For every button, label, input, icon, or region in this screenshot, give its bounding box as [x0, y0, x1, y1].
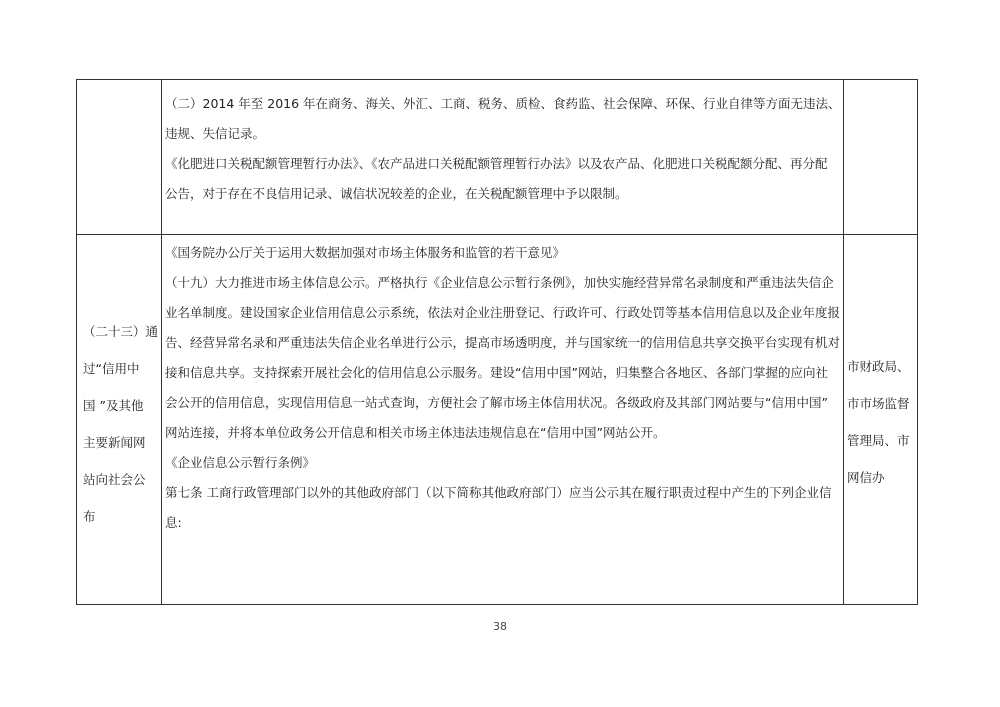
text-line: 网站连接，并将本单位政务公开信息和相关市场主体违法违规信息在“信用中国”网站公开。	[165, 425, 666, 440]
text-line: 市财政局、	[847, 359, 910, 374]
text-line: （十九）大力推进市场主体信息公示。严格执行《企业信息公示暂行条例》，加快实施经营异常名录制度和严重违法失信企	[165, 275, 834, 290]
text-line: 《企业信息公示暂行条例》	[165, 455, 316, 470]
text-line: 网信办	[847, 470, 885, 485]
document-table	[76, 79, 918, 605]
text-line: 业名单制度。建设国家企业信用信息公示系统，依法对企业注册登记、行政许可、行政处罚等基本信用信息以及企业年度报	[165, 305, 841, 320]
table-cell-item-row-2	[83, 313, 163, 535]
text-line: （二）2014 年至 2016 年在商务、海关、外汇、工商、税务、质检、食药监、社会保障、环保、行业自律等方面无违法、	[165, 96, 841, 111]
table-cell-department-row-2	[847, 348, 917, 496]
text-line: 布	[83, 509, 96, 524]
text-line: 告、经营异常名录和严重违法失信企业名单进行公示，提高市场透明度，并与国家统一的信用信息共享交换平台实现有机对	[165, 335, 841, 350]
table-cell-content-row-1	[165, 89, 843, 209]
text-line: 管理局、市	[847, 433, 910, 448]
column-divider-right	[843, 80, 844, 604]
text-line: 会公开的信用信息，实现信用信息一站式查询，方便社会了解市场主体信用状况。各级政府及其部门网站要与“信用中国”	[165, 395, 828, 410]
text-line: 过“信用中	[83, 361, 140, 376]
page-number: 38	[493, 620, 507, 633]
text-line: 国 ”及其他	[83, 398, 144, 413]
text-line: 主要新闻网	[83, 435, 146, 450]
text-line: 公告，对于存在不良信用记录、诚信状况较差的企业，在关税配额管理中予以限制。	[165, 186, 628, 201]
text-line: 第七条 工商行政管理部门以外的其他政府部门（以下简称其他政府部门）应当公示其在履行职责过程中产生的下列企业信	[165, 485, 832, 500]
text-line: 息:	[165, 515, 182, 530]
text-line: 《国务院办公厅关于运用大数据加强对市场主体服务和监管的若干意见》	[165, 245, 566, 260]
text-line: 违规、失信记录。	[165, 126, 266, 141]
text-line: 站向社会公	[83, 472, 146, 487]
table-cell-content-row-2	[165, 238, 843, 538]
text-line: 接和信息共享。支持探索开展社会化的信用信息公示服务。建设“信用中国”网站，归集整合各地区、各部门掌握的应向社	[165, 365, 828, 380]
text-line: 市市场监督	[847, 396, 910, 411]
text-line: 《化肥进口关税配额管理暂行办法》、《农产品进口关税配额管理暂行办法》以及农产品、化肥进口关税配额分配、再分配	[165, 156, 828, 171]
row-divider	[77, 234, 917, 235]
text-line: （二十三）通	[83, 324, 159, 339]
